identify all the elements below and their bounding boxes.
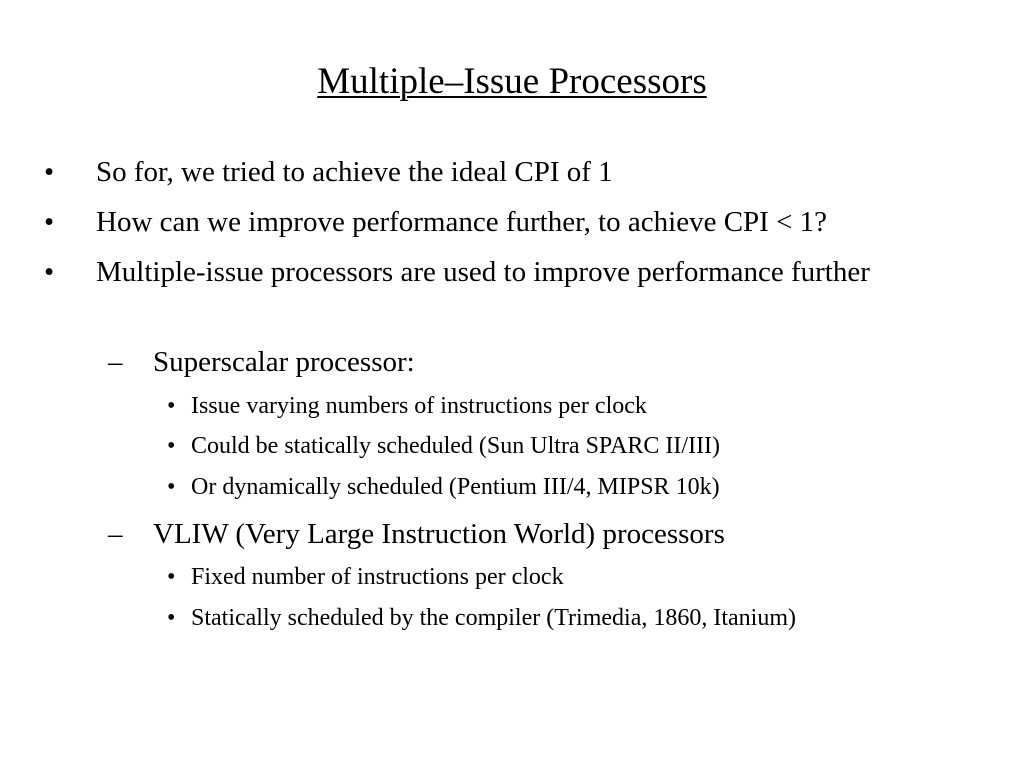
detail-text: Could be statically scheduled (Sun Ultra SPARC II/III)	[191, 433, 721, 459]
bullet-dot: •	[44, 256, 55, 288]
bullet-dot: •	[44, 206, 55, 238]
bullet-text: Multiple-issue processors are used to improve performance further	[96, 256, 870, 288]
bullet-dot: •	[167, 393, 176, 419]
detail-text: Or dynamically scheduled (Pentium III/4, MIPSR 10k)	[191, 474, 720, 500]
bullet-text: So for, we tried to achieve the ideal CPI of 1	[96, 156, 613, 188]
sub-item-text: Superscalar processor:	[153, 346, 415, 378]
dash-marker: –	[108, 346, 123, 378]
detail-text: Statically scheduled by the compiler (Trimedia, 1860, Itanium)	[191, 605, 796, 631]
bullet-dot: •	[167, 564, 176, 590]
bullet-dot: •	[167, 433, 176, 459]
bullet-text: How can we improve performance further, to achieve CPI < 1?	[96, 206, 828, 238]
detail-text: Fixed number of instructions per clock	[191, 564, 564, 590]
slide-title: Multiple–Issue Processors	[317, 61, 707, 102]
bullet-dot: •	[44, 156, 55, 188]
sub-item-text: VLIW (Very Large Instruction World) processors	[153, 518, 725, 550]
dash-marker: –	[108, 518, 123, 550]
bullet-dot: •	[167, 605, 176, 631]
bullet-dot: •	[167, 474, 176, 500]
detail-text: Issue varying numbers of instructions per clock	[191, 393, 647, 419]
